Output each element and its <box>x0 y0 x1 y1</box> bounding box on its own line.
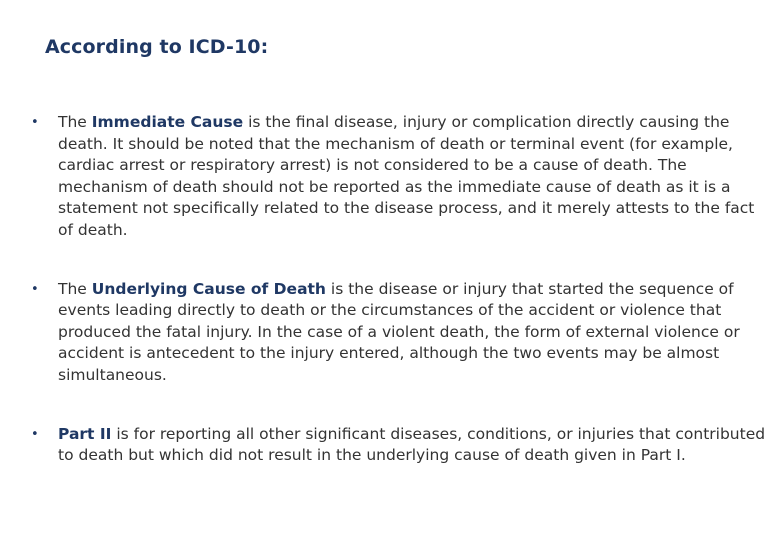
bullet-text: is the disease or injury that started the sequence of events leading directly to death or the circumstances of the accident or violence that produced the fatal injury. In the case of a violent death, the form of external violence or accident is antecedent to the injury entered, although the two events may be almost simultaneous. <box>58 279 740 384</box>
bullet-dot-icon: • <box>31 115 39 130</box>
term-underlying-cause: Underlying Cause of Death <box>91 279 326 298</box>
bullet-prefix: The <box>58 279 92 298</box>
bullet-immediate-cause <box>30 112 770 242</box>
bullet-dot-icon: • <box>31 426 39 442</box>
term-part-two: Part II <box>58 424 112 443</box>
bullet-text: is for reporting all other significant diseases, conditions, or injuries that contributed to death but which did not result in the underlying cause of death given in Part I. <box>58 424 766 465</box>
term-immediate-cause: Immediate Cause <box>91 113 244 131</box>
bullet-text: is the final disease, injury or complication directly causing the death. It should be noted that the mechanism of death or terminal event (for example, cardiac arrest or respiratory arrest) is not considered to be a cause of death. The mechanism of death should not be reported as the immediate cause of death as it is a statement not specifically related to the disease process, and it merely attests to the fact of death. <box>58 113 755 239</box>
bullet-part-two <box>30 424 776 467</box>
bullet-list <box>30 112 775 467</box>
bullet-underlying-cause <box>30 279 758 387</box>
bullet-prefix: The <box>58 113 92 131</box>
bullet-dot-icon: • <box>31 281 39 297</box>
slide-title: According to ICD-10: <box>45 36 269 58</box>
